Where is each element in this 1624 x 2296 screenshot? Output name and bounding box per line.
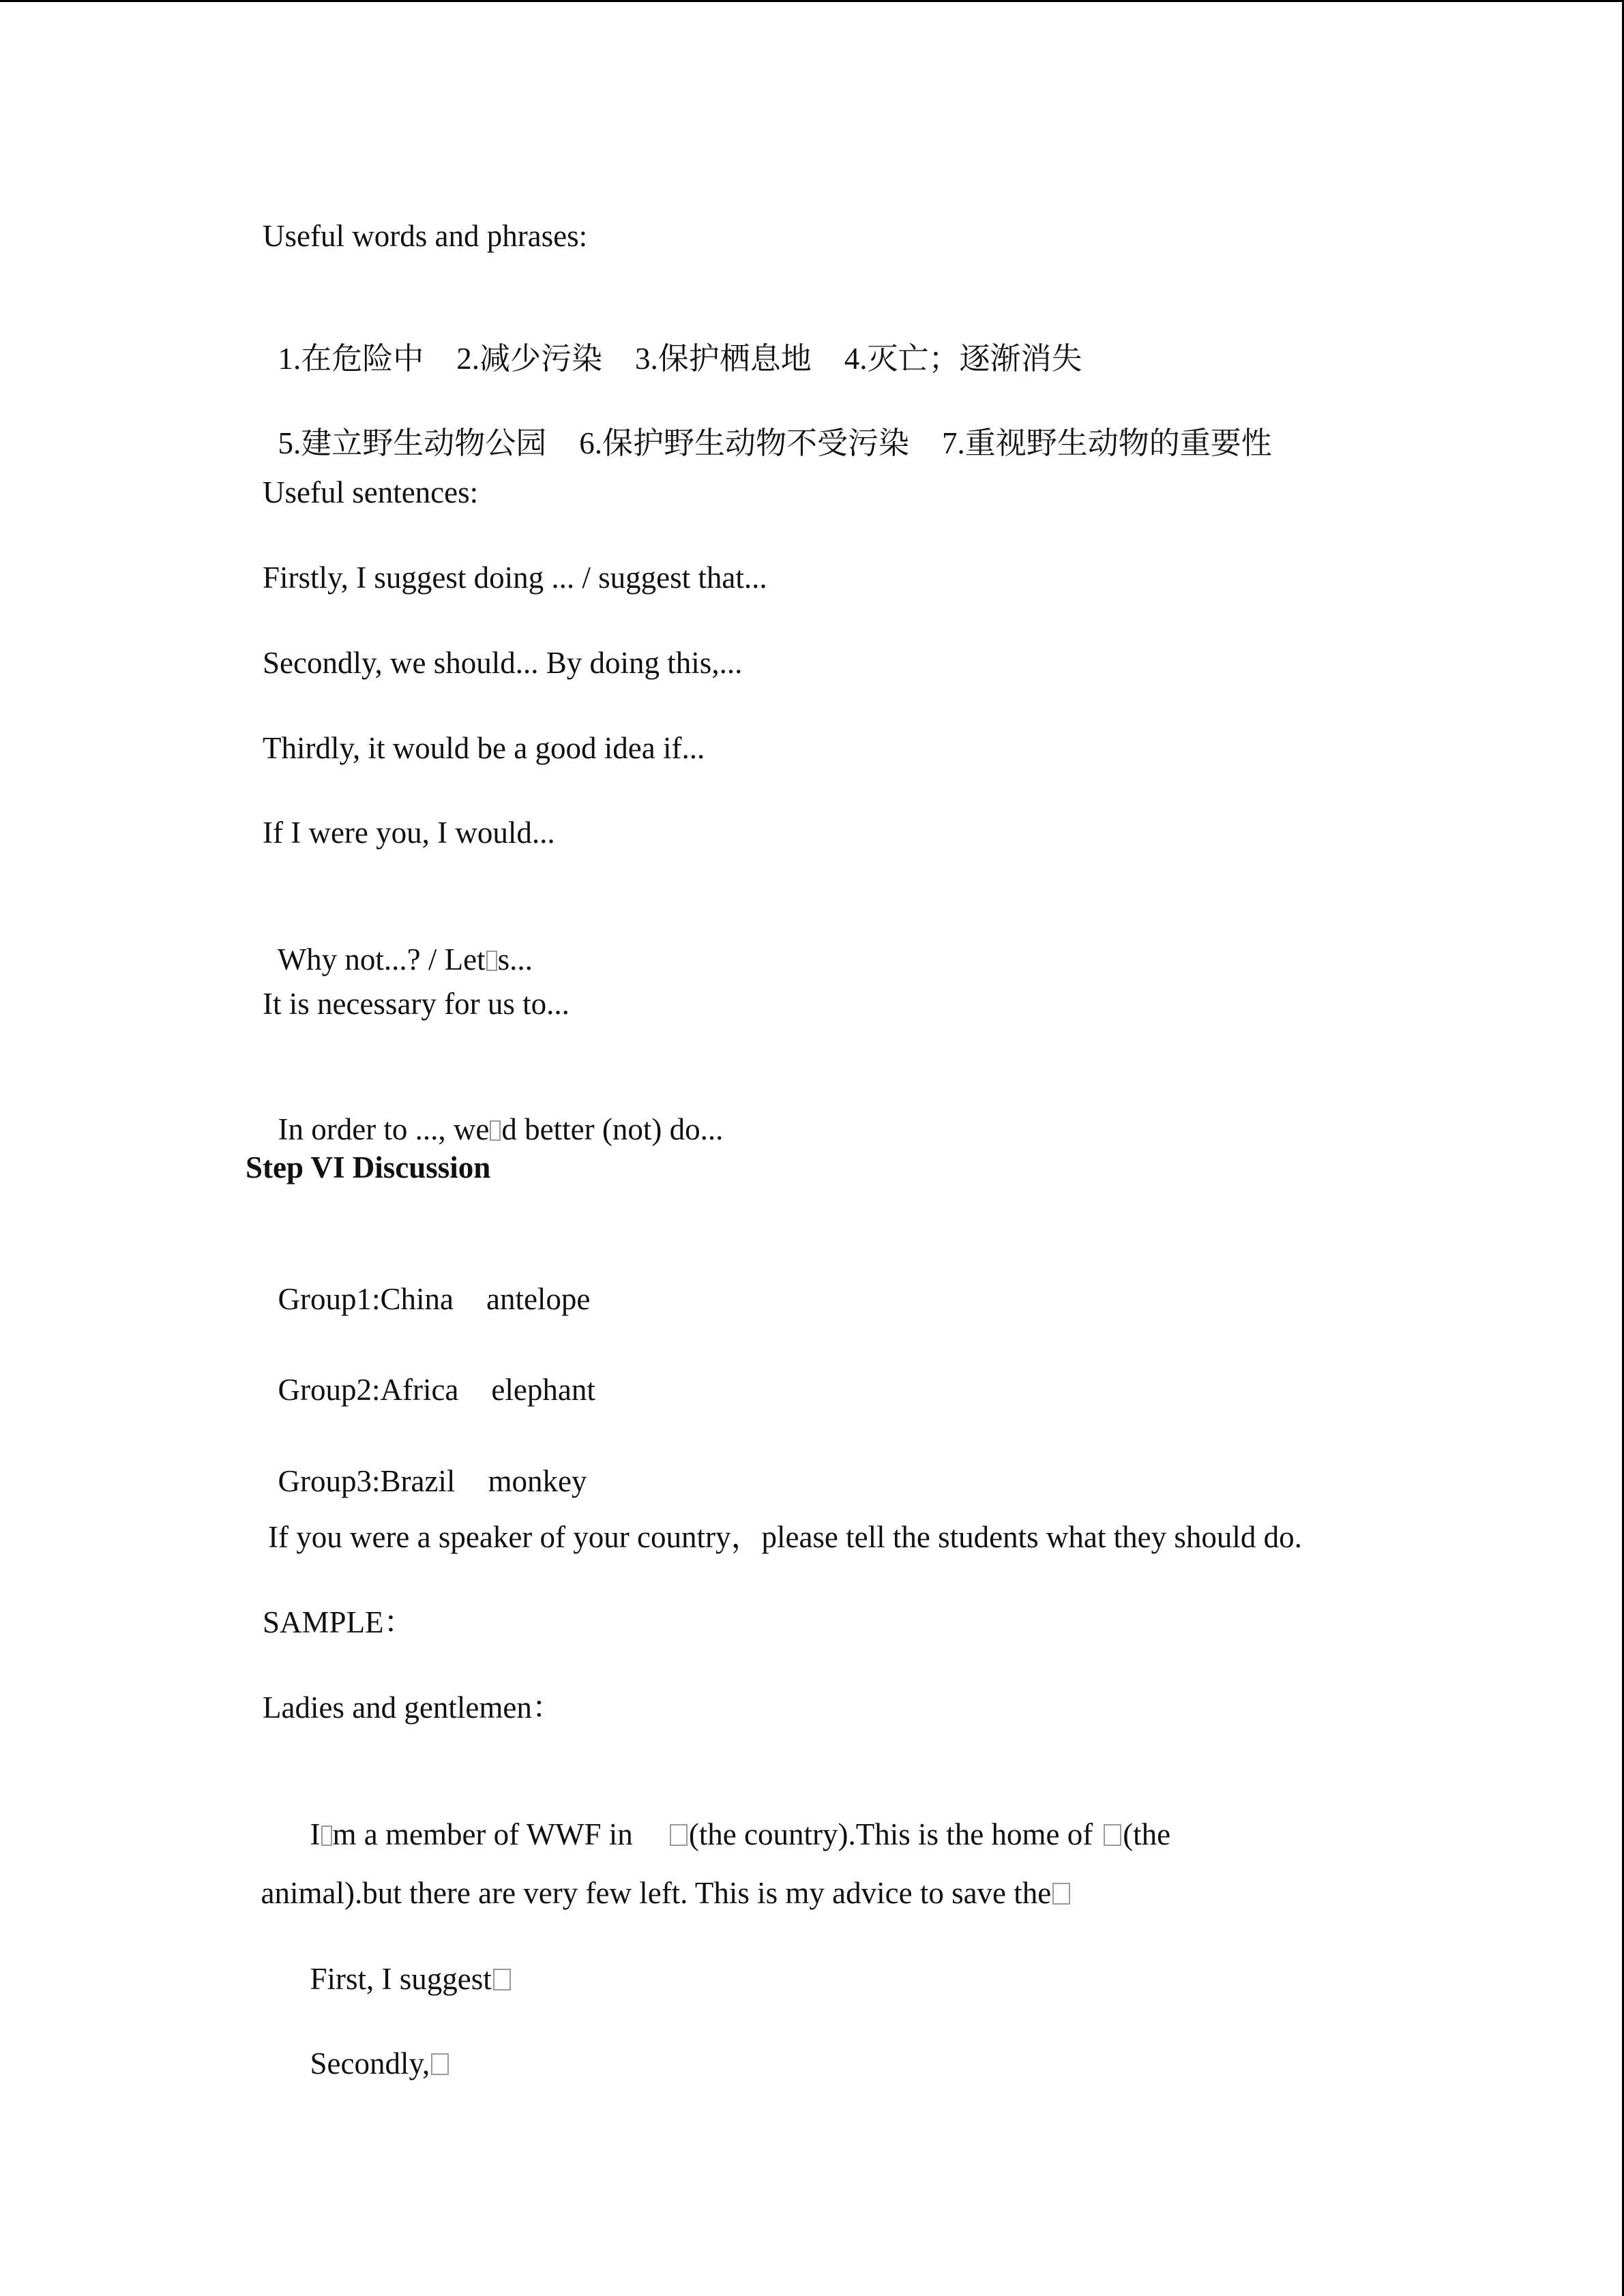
group-3 (263, 1420, 587, 1502)
sentence-1: Firstly, I suggest doing ... / suggest that... (263, 561, 767, 595)
blank-box (431, 2053, 449, 2075)
group-animal: monkey (488, 1464, 587, 1498)
sentence-7-start: In order to ..., we (278, 1112, 490, 1146)
group-1 (263, 1238, 590, 1320)
speech-text: animal).but there are very few left. This is my advice to save the (261, 1876, 1052, 1910)
phrase-item: 4.灭亡；逐渐消失 (844, 342, 1082, 376)
sentence-5 (263, 898, 533, 980)
page-top-border (0, 0, 1624, 2)
step-6-title: Step VI Discussion (246, 1150, 491, 1184)
missing-glyph-box (486, 951, 497, 971)
speech-text: I (310, 1817, 321, 1851)
blank-box (493, 1969, 511, 1991)
speech-first (295, 1918, 512, 1999)
blank-box (1052, 1883, 1070, 1905)
missing-glyph-box (490, 1120, 501, 1141)
sentence-4: If I were you, I would... (263, 816, 555, 850)
useful-words-heading: Useful words and phrases: (263, 219, 588, 253)
speech-text: (the (1123, 1817, 1171, 1851)
discussion-prompt: If you were a speaker of your country，please tell the students what they should do. (268, 1520, 1302, 1554)
speech-text: m a member of WWF in (332, 1817, 633, 1851)
sentence-7 (263, 1068, 723, 1150)
phrase-item: 1.在危险中 (278, 342, 424, 376)
blank-box (1104, 1824, 1121, 1846)
sentence-5-end: s... (497, 942, 533, 976)
group-2 (263, 1328, 595, 1410)
speech-text: First, I suggest (310, 1962, 492, 1996)
phrase-item: 2.减少污染 (456, 342, 603, 376)
speech-line-2 (246, 1832, 1072, 1913)
phrase-row-2 (263, 382, 1272, 464)
group-label: Group3:Brazil (278, 1464, 456, 1498)
useful-sentences-heading: Useful sentences: (263, 475, 479, 509)
speech-second (295, 2002, 450, 2084)
speech-text: (the country).This is the home of (688, 1817, 1093, 1851)
group-animal: elephant (491, 1373, 595, 1407)
sentence-6: It is necessary for us to... (263, 987, 570, 1021)
sample-label: SAMPLE： (263, 1605, 415, 1639)
speech-greeting: Ladies and gentlemen： (263, 1690, 563, 1725)
phrase-item: 6.保护野生动物不受污染 (579, 426, 910, 460)
sentence-5-start: Why not...? / Let (277, 942, 486, 976)
sentence-3: Thirdly, it would be a good idea if... (263, 731, 705, 765)
sentence-7-end: d better (not) do... (501, 1112, 724, 1146)
phrase-item: 7.重视野生动物的重要性 (942, 426, 1272, 460)
speech-text: Secondly, (310, 2046, 430, 2081)
group-label: Group1:China (278, 1282, 454, 1316)
phrase-row-1 (263, 297, 1082, 379)
sentence-2: Secondly, we should... By doing this,... (263, 646, 743, 680)
phrase-item: 5.建立野生动物公园 (278, 426, 547, 460)
phrase-item: 3.保护栖息地 (635, 342, 812, 376)
group-animal: antelope (486, 1282, 591, 1316)
group-label: Group2:Africa (278, 1373, 459, 1407)
